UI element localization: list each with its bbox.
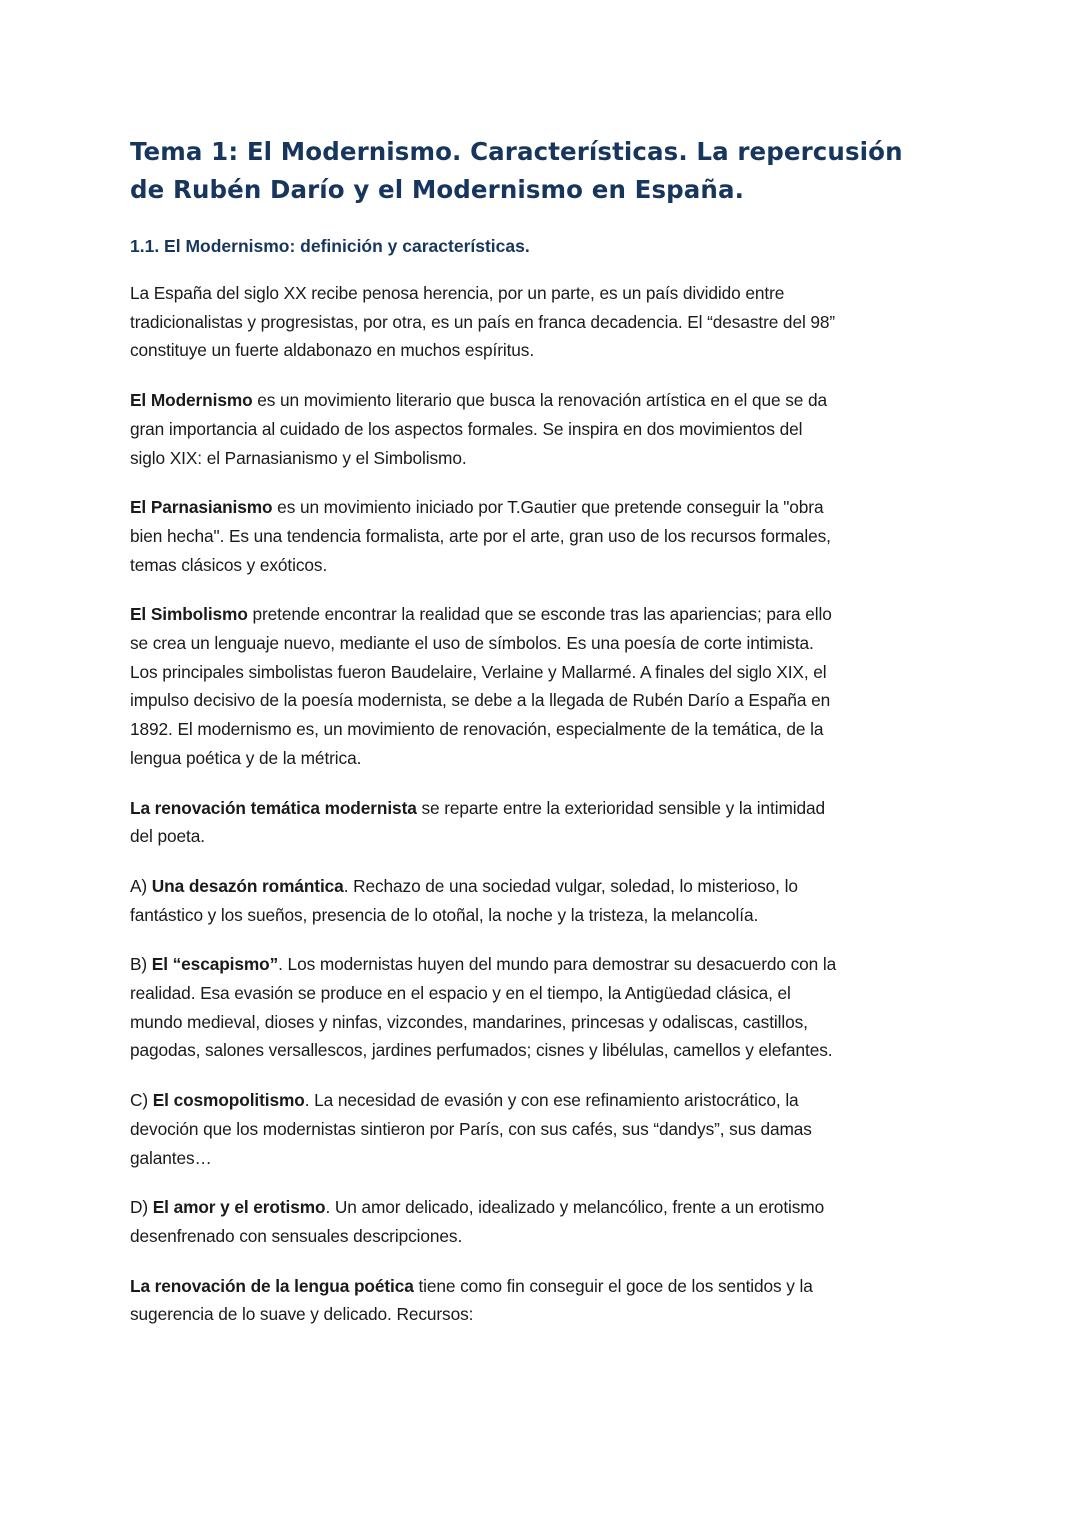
paragraph-line: pagodas, salones versallescos, jardines perfumados; cisnes y libélulas, camellos y elefantes. xyxy=(130,1040,833,1061)
document-body xyxy=(130,279,952,1329)
paragraph-line: . La necesidad de evasión y con ese refinamiento aristocrático, la xyxy=(304,1090,799,1111)
paragraph-line: devoción que los modernistas sintieron por París, con sus cafés, sus “dandys”, sus damas xyxy=(130,1118,812,1139)
paragraph-bold-term: El Modernismo xyxy=(130,390,253,411)
paragraph-line: bien hecha". Es una tendencia formalista, arte por el arte, gran uso de los recursos formales, xyxy=(130,525,831,546)
paragraph-line: tradicionalistas y progresistas, por otra, es un país en franca decadencia. El “desastre del 98” xyxy=(130,311,836,332)
document-title-line-1: Tema 1: El Modernismo. Características. La repercusión xyxy=(130,137,903,166)
paragraph-line: sugerencia de lo suave y delicado. Recursos: xyxy=(130,1304,474,1325)
paragraph-bold-term: Una desazón romántica xyxy=(151,875,344,896)
paragraph-line: . Un amor delicado, idealizado y melancólico, frente a un erotismo xyxy=(325,1197,825,1218)
paragraph-line: es un movimiento literario que busca la renovación artística en el que se da xyxy=(252,390,828,411)
paragraph-line: Los principales simbolistas fueron Baudelaire, Verlaine y Mallarmé. A finales del siglo XIX, el xyxy=(130,661,827,682)
paragraph-line: realidad. Esa evasión se produce en el espacio y en el tiempo, la Antigüedad clásica, el xyxy=(130,983,791,1004)
paragraph-line: del poeta. xyxy=(130,826,205,847)
paragraph-line: se crea un lenguaje nuevo, mediante el uso de símbolos. Es una poesía de corte intimista. xyxy=(130,633,814,654)
paragraph-line: desenfrenado con sensuales descripciones. xyxy=(130,1225,463,1246)
paragraph-line: lengua poética y de la métrica. xyxy=(130,747,362,768)
paragraph xyxy=(130,1193,952,1250)
paragraph-line: gran importancia al cuidado de los aspectos formales. Se inspira en dos movimientos del xyxy=(130,418,803,439)
paragraph xyxy=(130,1272,952,1329)
paragraph-line: constituye un fuerte aldabonazo en muchos espíritus. xyxy=(130,340,535,361)
paragraph-line: 1892. El modernismo es, un movimiento de renovación, especialmente de la temática, de la xyxy=(130,719,824,740)
paragraph-line: es un movimiento iniciado por T.Gautier que pretende conseguir la "obra xyxy=(272,497,824,518)
section-heading: 1.1. El Modernismo: definición y características. xyxy=(130,236,530,256)
paragraph-prefix: D) xyxy=(130,1197,153,1218)
paragraph-line: La España del siglo XX recibe penosa herencia, por un parte, es un país dividido entre xyxy=(130,283,785,303)
document-page xyxy=(130,133,952,1329)
paragraph xyxy=(130,386,952,472)
paragraph xyxy=(130,600,952,772)
document-title xyxy=(130,133,952,209)
paragraph-bold-term: El amor y el erotismo xyxy=(152,1197,326,1218)
paragraph-line: mundo medieval, dioses y ninfas, vizcondes, mandarines, princesas y odaliscas, castillos, xyxy=(130,1011,808,1032)
paragraph-line: . Los modernistas huyen del mundo para demostrar su desacuerdo con la xyxy=(278,954,837,975)
paragraph-prefix: A) xyxy=(130,875,152,896)
paragraph-bold-term: El Parnasianismo xyxy=(130,497,273,518)
paragraph-line: . Rechazo de una sociedad vulgar, soledad, lo misterioso, lo xyxy=(343,875,798,896)
paragraph-prefix: C) xyxy=(130,1090,153,1111)
paragraph-line: impulso decisivo de la poesía modernista, se debe a la llegada de Rubén Darío a España en xyxy=(130,690,831,711)
paragraph xyxy=(130,794,952,851)
paragraph xyxy=(130,872,952,929)
paragraph xyxy=(130,279,952,365)
paragraph-bold-term: El cosmopolitismo xyxy=(152,1090,305,1111)
paragraph-line: galantes… xyxy=(130,1147,212,1168)
paragraph-bold-term: La renovación temática modernista xyxy=(130,797,417,818)
paragraph-line: pretende encontrar la realidad que se esconde tras las apariencias; para ello xyxy=(247,604,832,625)
paragraph-line: temas clásicos y exóticos. xyxy=(130,554,328,575)
paragraph-prefix: B) xyxy=(130,954,152,975)
paragraph-bold-term: La renovación de la lengua poética xyxy=(130,1275,414,1296)
paragraph-bold-term: El Simbolismo xyxy=(130,604,248,625)
paragraph xyxy=(130,1086,952,1172)
paragraph xyxy=(130,950,952,1065)
document-title-line-2: de Rubén Darío y el Modernismo en España. xyxy=(130,175,744,204)
paragraph xyxy=(130,493,952,579)
paragraph-line: siglo XIX: el Parnasianismo y el Simbolismo. xyxy=(130,447,467,468)
paragraph-line: se reparte entre la exterioridad sensible y la intimidad xyxy=(416,797,826,818)
paragraph-bold-term: El “escapismo” xyxy=(151,954,279,975)
paragraph-line: fantástico y los sueños, presencia de lo otoñal, la noche y la tristeza, la melancolía. xyxy=(130,904,759,925)
paragraph-line: tiene como fin conseguir el goce de los sentidos y la xyxy=(413,1275,813,1296)
